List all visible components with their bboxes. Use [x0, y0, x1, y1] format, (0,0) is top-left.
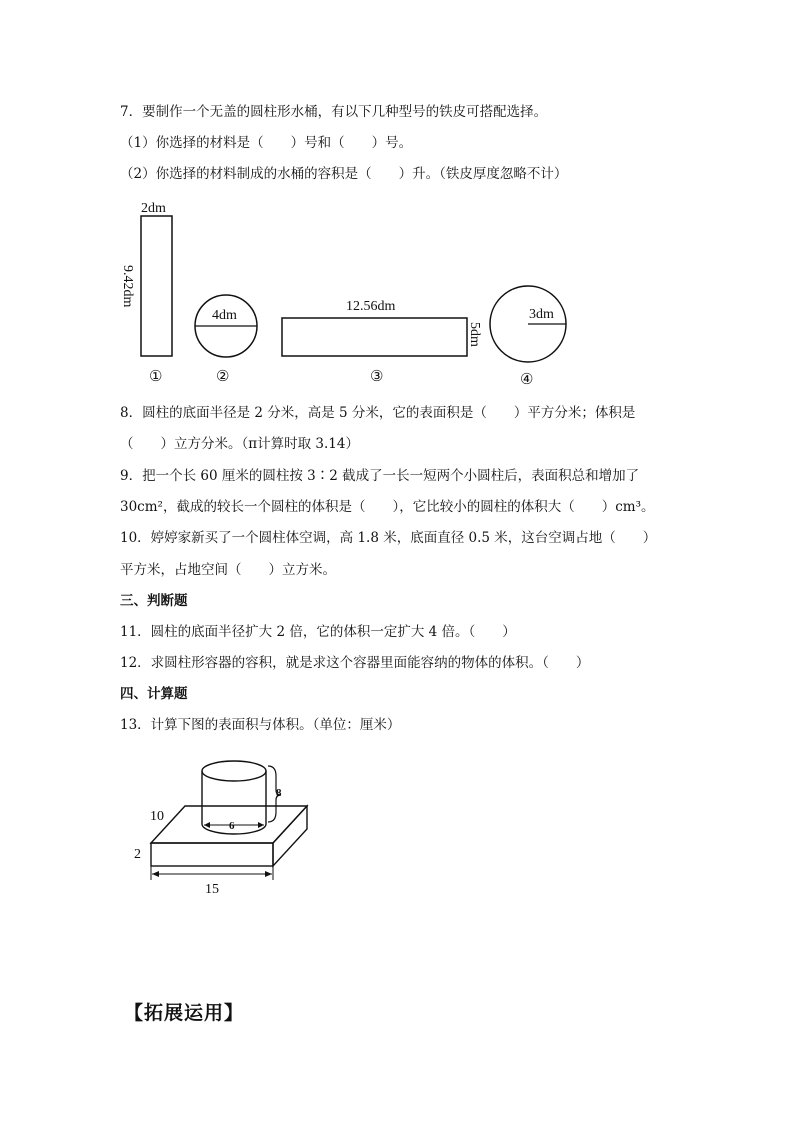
- q7-part1: （1）你选择的材料是（ ）号和（ ）号。: [120, 135, 413, 151]
- section-3-heading: 三、判断题: [120, 593, 188, 609]
- box-front-face: [151, 843, 273, 866]
- length-arrow-left: [152, 871, 159, 877]
- material-4-number: ④: [520, 372, 534, 388]
- q7-part2: （2）你选择的材料制成的水桶的容积是（ ）升。（铁皮厚度忽略不计）: [120, 166, 568, 182]
- q11-text: 11．圆柱的底面半径扩大 2 倍，它的体积一定扩大 4 倍。（ ）: [120, 624, 516, 640]
- diameter-label: 6: [229, 820, 235, 832]
- q8-line2: （ ）立方分米。（π计算时取 3.14）: [120, 436, 359, 452]
- material-1-number: ①: [149, 369, 163, 385]
- q7-stem: 7．要制作一个无盖的圆柱形水桶，有以下几种型号的铁皮可搭配选择。: [120, 104, 548, 120]
- thickness-label: 2: [134, 847, 141, 862]
- cylinder-top-ellipse: [202, 761, 266, 781]
- material-2-diameter-label: 4dm: [212, 308, 237, 323]
- material-1-height-label: 9.42dm: [120, 265, 135, 308]
- material-3-height-label: 5dm: [467, 322, 482, 347]
- depth-label: 10: [150, 809, 164, 824]
- extension-heading: 【拓展运用】: [124, 1002, 245, 1024]
- material-3-number: ③: [370, 369, 384, 385]
- material-4-radius-label: 3dm: [529, 307, 554, 322]
- diameter-arrow-right: [258, 822, 264, 828]
- material-1-width-label: 2dm: [141, 201, 166, 216]
- material-2-number: ②: [216, 369, 230, 385]
- q9-line1: 9．把一个长 60 厘米的圆柱按 3∶2 截成了一长一短两个小圆柱后，表面积总和增加了: [120, 468, 640, 484]
- length-arrow-right: [265, 871, 272, 877]
- section-4-heading: 四、计算题: [120, 686, 188, 702]
- q8-line1: 8．圆柱的底面半径是 2 分米，高是 5 分米，它的表面积是（ ）平方分米；体积是: [120, 405, 636, 421]
- q12-text: 12．求圆柱形容器的容积，就是求这个容器里面能容纳的物体的体积。（ ）: [120, 655, 590, 671]
- q10-line1: 10．婷婷家新买了一个圆柱体空调，高 1.8 米，底面直径 0.5 米，这台空调占地（ ）: [120, 530, 657, 546]
- length-label: 15: [205, 882, 219, 897]
- q10-line2: 平方米，占地空间（ ）立方米。: [120, 562, 336, 578]
- box-right-face: [273, 806, 307, 866]
- material-3-length-label: 12.56dm: [346, 299, 396, 314]
- height-label: 8: [276, 787, 282, 799]
- q13-solid-figure: [120, 745, 340, 905]
- material-1-rect: [141, 216, 172, 356]
- diameter-arrow-left: [204, 822, 210, 828]
- q13-stem: 13．计算下图的表面积与体积。（单位：厘米）: [120, 717, 401, 733]
- material-3-rect: [282, 318, 467, 356]
- q9-line2: 30cm²，截成的较长一个圆柱的体积是（ ），它比较小的圆柱的体积大（ ）cm³。: [120, 499, 655, 515]
- q7-materials-figure: [0, 195, 794, 395]
